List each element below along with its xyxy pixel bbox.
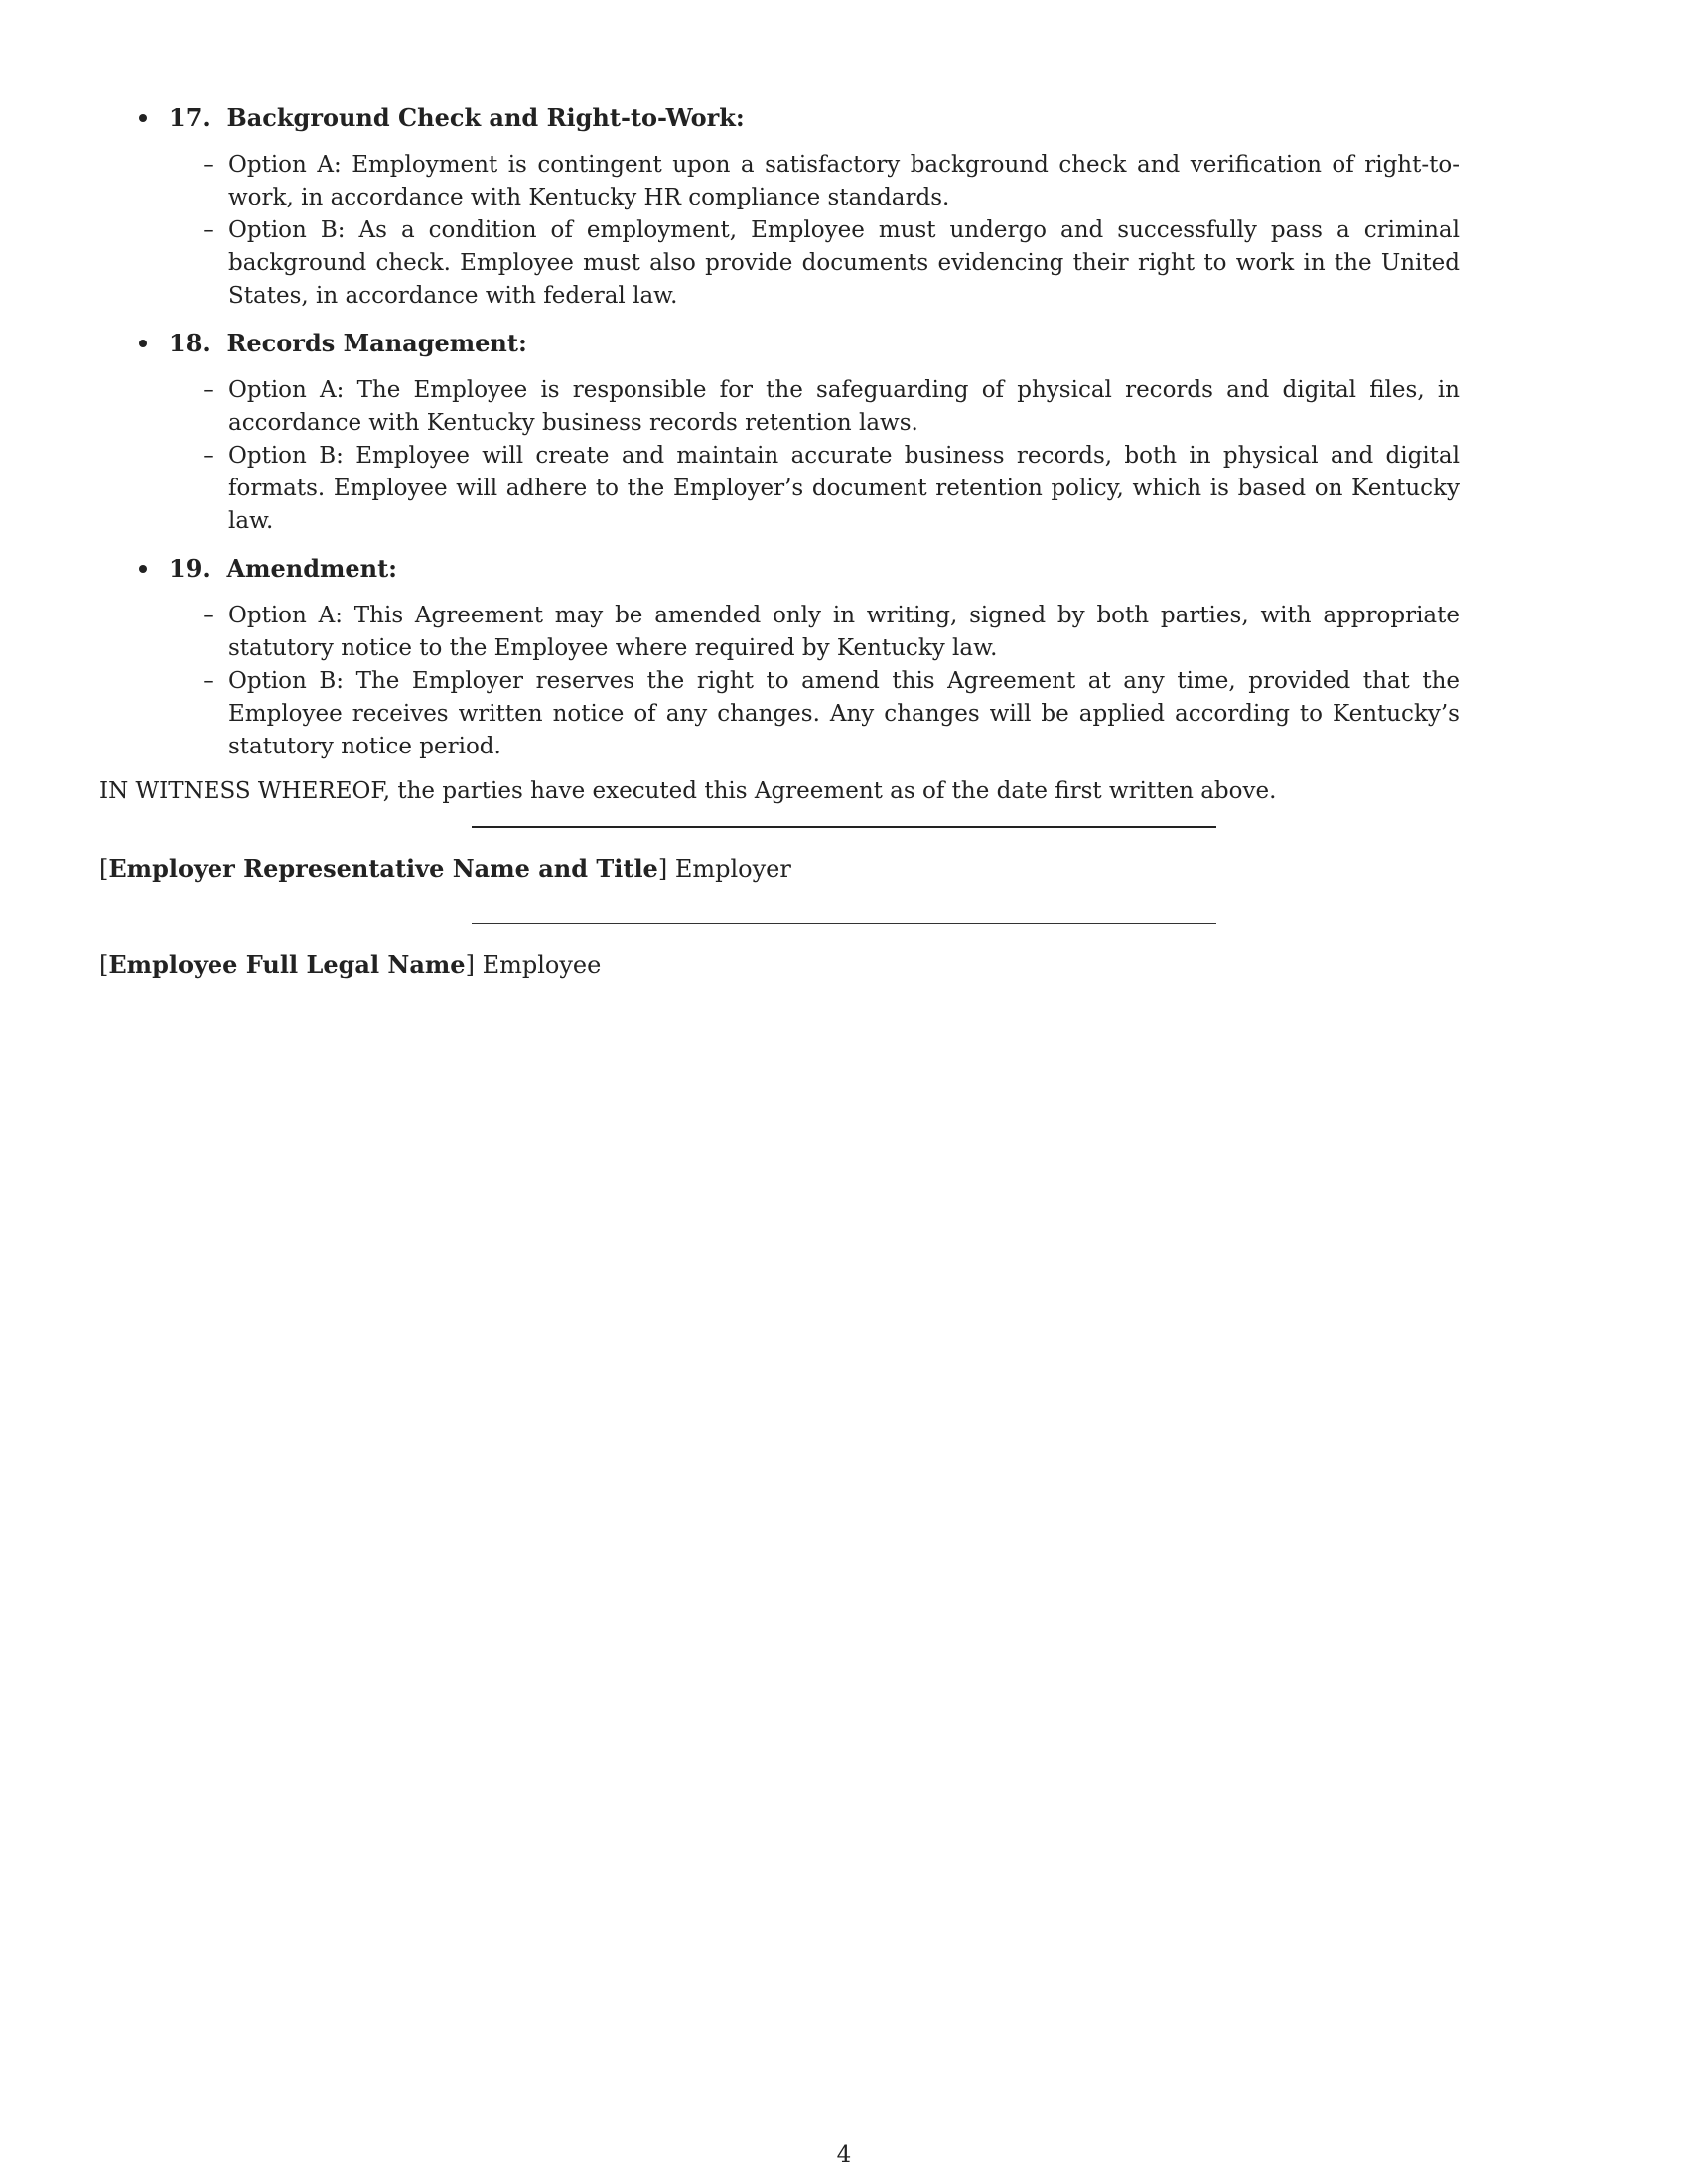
option-text: Option A: This Agreement may be amended only in writing, signed by both parties, with appropriate statutory notice to the Employee where required by Kentucky law. xyxy=(228,603,1460,661)
section-heading xyxy=(99,325,1589,362)
employer-role-label: Employer xyxy=(674,855,791,883)
employee-role-label: Employee xyxy=(482,951,602,979)
section-heading-text: 19. Amendment: xyxy=(169,554,398,583)
options-list xyxy=(99,600,1589,763)
section-17-background-check xyxy=(99,99,1589,313)
employee-signature-block xyxy=(99,946,1589,984)
option-text: Option A: The Employee is responsible for the safeguarding of physical records and digital files, in accordance with Kentucky business records retention laws. xyxy=(228,377,1460,436)
witness-clause: IN WITNESS WHEREOF, the parties have executed this Agreement as of the date first written above. xyxy=(99,778,1277,804)
dash-icon: – xyxy=(203,443,214,469)
close-bracket: ] xyxy=(465,951,475,979)
dash-icon: – xyxy=(203,603,214,628)
dash-icon: – xyxy=(203,668,214,694)
option-a xyxy=(99,374,1460,440)
page-number: 4 xyxy=(836,2142,852,2168)
option-text: Option A: Employment is contingent upon a satisfactory background check and verification of right-to-work, in accordance with Kentucky HR compliance standards. xyxy=(228,152,1460,210)
bullet-icon xyxy=(139,565,147,573)
section-heading-text: 18. Records Management: xyxy=(169,329,527,357)
option-b xyxy=(99,214,1460,313)
option-a xyxy=(99,600,1460,665)
dash-icon: – xyxy=(203,152,214,178)
option-b xyxy=(99,440,1460,538)
document-body xyxy=(99,99,1589,1020)
option-text: Option B: Employee will create and maintain accurate business records, both in physical and digital formats. Employee will adhere to the Employer’s document retention policy, which is based on Kentucky law. xyxy=(228,443,1460,534)
option-text: Option B: As a condition of employment, Employee must undergo and successfully pass a criminal background check. Employee must also provide documents evidencing their right to work in the United States, in accordance with federal law. xyxy=(228,217,1460,309)
option-b xyxy=(99,665,1460,763)
employer-name-placeholder: Employer Representative Name and Title xyxy=(108,854,658,883)
employee-signature-line xyxy=(472,923,1216,924)
employee-name-placeholder: Employee Full Legal Name xyxy=(108,950,466,979)
section-heading xyxy=(99,99,1589,137)
section-19-amendment xyxy=(99,550,1589,763)
dash-icon: – xyxy=(203,377,214,403)
employer-signature-line xyxy=(472,826,1216,828)
option-text: Option B: The Employer reserves the right to amend this Agreement at any time, provided that the Employee receives written notice of any changes. Any changes will be applied according to Kentucky’s statutory notice period. xyxy=(228,668,1460,759)
bullet-icon xyxy=(139,114,147,122)
dash-icon: – xyxy=(203,217,214,243)
open-bracket: [ xyxy=(99,855,109,883)
section-18-records-management xyxy=(99,325,1589,538)
section-heading xyxy=(99,550,1589,588)
open-bracket: [ xyxy=(99,951,109,979)
section-heading-text: 17. Background Check and Right-to-Work: xyxy=(169,103,745,132)
close-bracket: ] xyxy=(657,855,668,883)
bullet-icon xyxy=(139,340,147,347)
options-list xyxy=(99,149,1589,313)
option-a xyxy=(99,149,1460,214)
options-list xyxy=(99,374,1589,538)
employer-signature-block xyxy=(99,850,1589,887)
